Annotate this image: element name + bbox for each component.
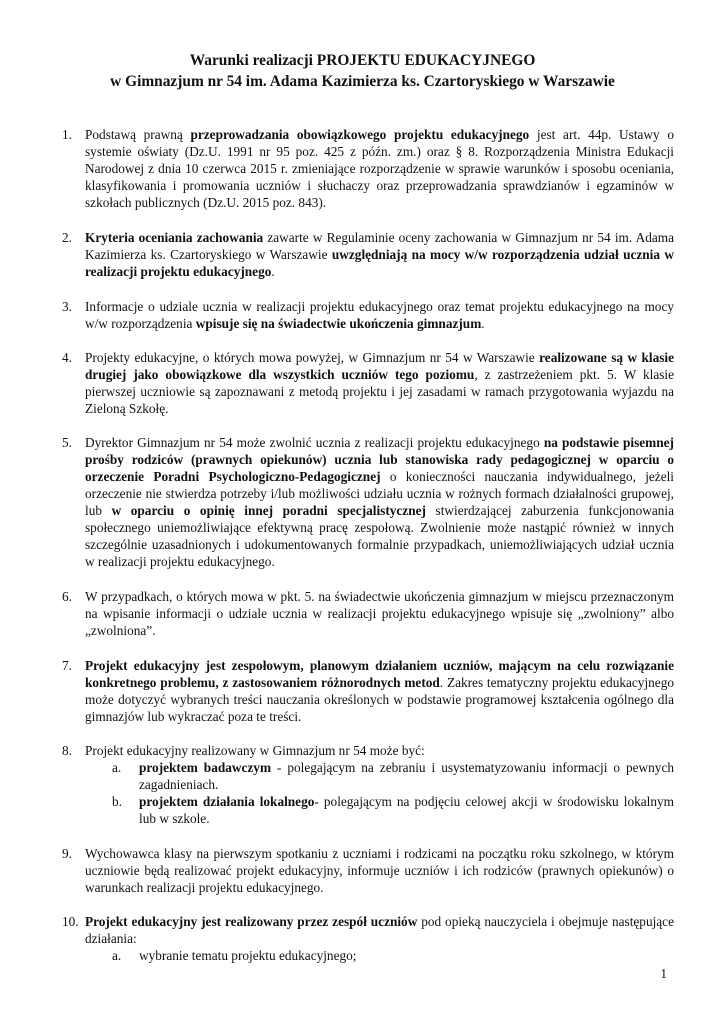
item-text bbox=[85, 742, 674, 759]
item-number: 1. bbox=[62, 127, 72, 142]
sub-list-item bbox=[62, 759, 674, 793]
bold-text: projektem działania lokalnego bbox=[139, 794, 315, 809]
bold-text: Projekt edukacyjny jest realizowany przez zespół uczniów bbox=[85, 914, 418, 929]
item-text bbox=[85, 657, 674, 725]
list-item bbox=[62, 298, 674, 332]
text-run: W przypadkach, o których mowa w pkt. 5. na świadectwie ukończenia gimnazjum w miejscu przeznaczonym na wpisanie informacji o udziale ucznia w realizacji projektu edukacyjnego wpisuje się „zwolniony” albo „zwolniona”. bbox=[85, 589, 674, 638]
bold-text: Kryteria oceniania zachowania bbox=[85, 230, 264, 245]
text-run: - polegającym na podjęciu celowej akcji w środowisku lokalnym lub w szkole. bbox=[139, 794, 674, 826]
text-run: jest art. 44p. Ustawy o systemie oświaty (Dz.U. 1991 nr 95 poz. 425 z późn. zm.) oraz § 8. Rozporządzenia Ministra Edukacji Narodowej z dnia 10 czerwca 2015 r. zmieniające rozporządzenie w sprawie warunków i sposobu oceniania, klasyfikowania i promowania uczniów i słuchaczy oraz przeprowadzania sprawdzianów i egzaminów w szkołach publicznych (Dz.U. 2015 poz. 843). bbox=[85, 127, 674, 210]
list-item bbox=[62, 434, 674, 570]
list-item bbox=[62, 126, 674, 211]
bold-text: przeprowadzania obowiązkowego projektu edukacyjnego bbox=[190, 127, 530, 142]
item-text bbox=[85, 349, 674, 417]
item-number: 2. bbox=[62, 230, 72, 245]
item-number: 7. bbox=[62, 658, 72, 673]
item-number: 9. bbox=[62, 846, 72, 861]
list-item bbox=[62, 588, 674, 639]
bold-text: realizowane są w klasie drugiej jako obowiązkowe dla wszystkich uczniów tego poziomu bbox=[85, 350, 674, 382]
text-run: Podstawą prawną bbox=[85, 127, 191, 142]
item-text bbox=[85, 126, 674, 211]
list-item bbox=[62, 229, 674, 280]
text-run: Wychowawca klasy na pierwszym spotkaniu z uczniami i rodzicami na początku roku szkolnego, w którym uczniowie będą realizować projekt edukacyjny, informuje uczniów i ich rodziców (prawnych opiekunów) o warunkach realizacji projektu edukacyjnego. bbox=[85, 846, 674, 895]
list-item bbox=[62, 742, 674, 759]
text-run: wybranie tematu projektu edukacyjnego; bbox=[139, 948, 357, 963]
item-text bbox=[85, 298, 674, 332]
sub-item-letter: b. bbox=[112, 794, 122, 809]
text-run: . bbox=[271, 264, 275, 279]
bold-text: na podstawie pisemnej prośby rodziców (prawnych opiekunów) ucznia lub stanowiska rady pedagogicznej w oparciu o orzeczenie Poradni Psychologiczno-Pedagogicznej bbox=[85, 435, 674, 484]
text-run: pod opieką nauczyciela i obejmuje następujące działania: bbox=[85, 914, 674, 946]
item-number: 5. bbox=[62, 435, 72, 450]
page-number: 1 bbox=[660, 966, 667, 981]
text-run: - polegającym na zebraniu i usystematyzowaniu informacji o pewnych zagadnieniach. bbox=[139, 760, 674, 792]
item-text bbox=[85, 913, 674, 947]
bold-text: wpisuje się na świadectwie ukończenia gimnazjum bbox=[195, 316, 482, 331]
bold-text: Projekt edukacyjny jest zespołowym, planowym działaniem uczniów, mającym na celu rozwiązanie konkretnego problemu, z zastosowaniem różnorodnych metod bbox=[85, 658, 674, 690]
text-run: Dyrektor Gimnazjum nr 54 może zwolnić ucznia z realizacji projektu edukacyjnego bbox=[85, 435, 544, 450]
sub-list-item bbox=[62, 947, 674, 964]
bold-text: uwzględniają na mocy w/w rozporządzenia udział ucznia w realizacji projektu edukacyjnego bbox=[85, 247, 674, 279]
sub-list-item bbox=[62, 793, 674, 827]
text-run: o konieczności nauczania indywidualnego, jeżeli orzeczenie nie stwierdza potrzeby i/lub możliwości udziału ucznia w rożnych formach działalności grupowej, lub bbox=[85, 469, 674, 518]
document-title bbox=[0, 50, 725, 92]
title-line-2: w Gimnazjum nr 54 im. Adama Kazimierza ks. Czartoryskiego w Warszawie bbox=[110, 73, 615, 90]
text-run: stwierdzającej zaburzenia funkcjonowania społecznego uniemożliwiające efektywną pracę zespołową. Zwolnienie może nastąpić również w innych szczególnie uzasadnionych i udokumentowanych formalnie przypadkach, uniemożliwiających udział ucznia w realizacji projektu edukacyjnego. bbox=[85, 503, 674, 569]
text-run: , z zastrzeżeniem pkt. 5. W klasie pierwszej uczniowie są zapoznawani z metodą projektu i jej zasadami w ramach przygotowania wyjazdu na Zieloną Szkołę. bbox=[85, 367, 674, 416]
text-run: . Zakres tematyczny projektu edukacyjnego może dotyczyć wybranych treści nauczania określonych w podstawie programowej kształcenia ogólnego dla gimnazjów lub wykraczać poza te treści. bbox=[85, 675, 674, 724]
item-text bbox=[85, 588, 674, 639]
text-run: Projekty edukacyjne, o których mowa powyżej, w Gimnazjum nr 54 w Warszawie bbox=[85, 350, 540, 365]
sub-item-text bbox=[139, 759, 674, 793]
item-number: 3. bbox=[62, 299, 72, 314]
text-run: Informacje o udziale ucznia w realizacji projektu edukacyjnego oraz temat projektu edukacyjnego na mocy w/w rozporządzenia bbox=[85, 299, 674, 331]
sub-item-letter: a. bbox=[112, 948, 122, 963]
bold-text: projektem badawczym bbox=[139, 760, 272, 775]
item-text bbox=[85, 434, 674, 570]
text-run: zawarte w Regulaminie oceny zachowania w Gimnazjum nr 54 im. Adama Kazimierza ks. Czartoryskiego w Warszawie bbox=[85, 230, 674, 262]
text-run: Projekt edukacyjny realizowany w Gimnazjum nr 54 może być: bbox=[85, 743, 425, 758]
numbered-list bbox=[62, 126, 674, 964]
bold-text: w oparciu o opinię innej poradni specjalistycznej bbox=[111, 503, 426, 518]
sub-item-letter: a. bbox=[112, 760, 122, 775]
item-number: 6. bbox=[62, 589, 72, 604]
item-text bbox=[85, 229, 674, 280]
title-line-1: Warunki realizacji PROJEKTU EDUKACYJNEGO bbox=[189, 52, 536, 69]
item-number: 8. bbox=[62, 743, 72, 758]
sub-item-text bbox=[139, 947, 674, 964]
list-item bbox=[62, 657, 674, 725]
list-item bbox=[62, 913, 674, 947]
text-run: . bbox=[481, 316, 485, 331]
list-item bbox=[62, 845, 674, 896]
item-text bbox=[85, 845, 674, 896]
list-item bbox=[62, 349, 674, 417]
item-number: 4. bbox=[62, 350, 72, 365]
item-number: 10. bbox=[62, 914, 79, 929]
sub-item-text bbox=[139, 793, 674, 827]
